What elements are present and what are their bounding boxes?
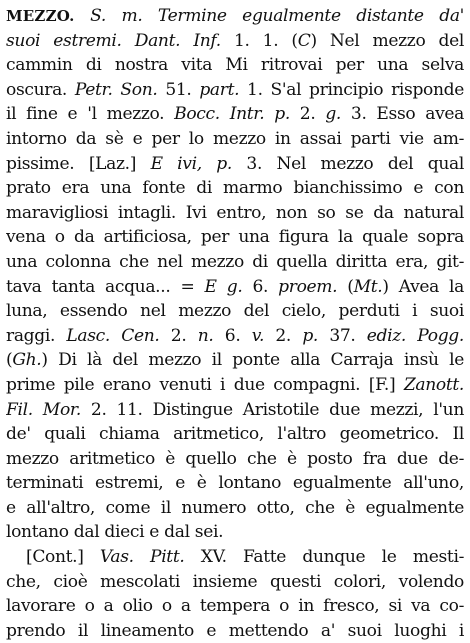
text-span: 1. 1. ( xyxy=(220,30,298,51)
italic-span: Zanott. xyxy=(403,374,464,395)
text-span: 2. xyxy=(159,325,198,346)
text-span: oscura. xyxy=(6,79,75,100)
text-span: 6. xyxy=(213,325,252,346)
dictionary-entry-mezzo xyxy=(6,4,464,643)
italic-span: n. xyxy=(197,325,214,346)
text-span: pissime. [Laz.] xyxy=(6,153,151,174)
italic-span: Gh. xyxy=(12,350,42,371)
text-span: mezzo aritmetico è quello che è posto fra due de- xyxy=(6,448,464,469)
italic-span: proem. xyxy=(278,276,338,297)
text-line xyxy=(6,619,464,643)
text-line xyxy=(6,471,464,496)
italic-span: C xyxy=(297,30,311,51)
text-span: tava tanta acqua... = xyxy=(6,276,205,297)
text-span: [Cont.] xyxy=(26,547,100,568)
text-line xyxy=(6,594,464,619)
text-line xyxy=(6,29,464,54)
text-span: lavorare o a olio o a tempera o in fresco, si va co- xyxy=(6,596,464,617)
italic-span: part. xyxy=(199,79,240,100)
text-span: 3. Nel mezzo del qual xyxy=(231,153,464,174)
italic-span: g. xyxy=(325,104,342,125)
text-span: raggi. xyxy=(6,325,67,346)
headword: MEZZO. xyxy=(6,7,75,25)
italic-span: ediz. Pogg. xyxy=(366,325,464,346)
text-span: ) Avea la xyxy=(382,276,464,297)
text-line xyxy=(6,496,464,521)
text-line xyxy=(6,4,464,29)
text-span: una colonna che nel mezzo di quella diritta era, git- xyxy=(6,251,464,272)
text-span: ) Di là del mezzo il ponte alla Carraja insù le xyxy=(41,350,464,371)
text-span xyxy=(75,6,91,26)
text-span: ( xyxy=(337,276,354,297)
text-line xyxy=(6,570,464,595)
text-line xyxy=(6,250,464,275)
text-span: vena o da artificiosa, per una figura la quale sopra xyxy=(6,227,464,248)
italic-span: v. xyxy=(251,325,265,346)
text-line xyxy=(6,152,464,177)
italic-span: p. xyxy=(302,325,319,346)
text-span: de' quali chiama aritmetico, l'altro geometrico. Il xyxy=(6,424,464,445)
italic-span: suoi estremi. Dant. Inf. xyxy=(6,30,221,51)
text-line xyxy=(6,447,464,472)
text-span: 37. xyxy=(318,325,367,346)
text-line xyxy=(6,324,464,349)
text-span: prato era una fonte di marmo bianchissimo e con xyxy=(6,178,464,199)
text-line xyxy=(6,176,464,201)
text-span: 1. S'al principio risponde xyxy=(239,79,464,100)
italic-span: Lasc. Cen. xyxy=(66,325,160,346)
text-line xyxy=(6,78,464,103)
text-line xyxy=(6,373,464,398)
italic-span: Vas. Pitt. xyxy=(99,547,185,568)
text-span: 2. 11. Distingue Aristotile due mezzi, l'un xyxy=(80,399,464,420)
text-span: e all'altro, come il numero otto, che è egualmente xyxy=(6,497,464,518)
italic-span: E ivi, p. xyxy=(150,153,232,174)
text-span: lontano dal dieci e dal sei. xyxy=(6,522,224,543)
text-span: 51. xyxy=(157,79,200,100)
text-span: XV. Fatte dunque le mesti- xyxy=(184,547,464,568)
text-span: prendo il lineamento e mettendo a' suoi luoghi i xyxy=(6,620,464,641)
text-line xyxy=(6,102,464,127)
italic-span: E g. xyxy=(204,276,243,297)
text-span: maravigliosi intagli. Ivi entro, non so se da natural xyxy=(6,202,464,223)
italic-span: Fil. Mor. xyxy=(6,399,81,420)
text-span: luna, essendo nel mezzo del cielo, perduti i suoi xyxy=(6,301,464,322)
italic-span: Bocc. Intr. p. xyxy=(174,104,290,125)
text-span: ( xyxy=(6,350,13,371)
text-line xyxy=(6,348,464,373)
text-line xyxy=(6,520,464,545)
text-span: ) Nel mezzo del xyxy=(310,30,464,51)
text-line xyxy=(6,275,464,300)
text-line xyxy=(6,545,464,570)
text-line xyxy=(6,201,464,226)
text-span: 2. xyxy=(264,325,303,346)
italic-span: Mt. xyxy=(353,276,383,297)
text-line xyxy=(6,398,464,423)
text-span: 3. Esso avea xyxy=(341,104,464,125)
text-span: 2. xyxy=(289,104,326,125)
text-line xyxy=(6,422,464,447)
text-line xyxy=(6,299,464,324)
text-span: che, cioè mescolati insieme questi colori, volendo xyxy=(6,571,464,592)
italic-span: Petr. Son. xyxy=(74,79,158,100)
text-span: 6. xyxy=(242,276,279,297)
text-line xyxy=(6,53,464,78)
text-span: cammin di nostra vita Mi ritrovai per una selva xyxy=(6,55,464,76)
text-span: prime pile erano venuti i due compagni. [F.] xyxy=(6,374,404,395)
text-line xyxy=(6,225,464,250)
text-span: terminati estremi, e è lontano egualmente all'uno, xyxy=(6,473,464,494)
text-span: il fine e 'l mezzo. xyxy=(6,104,175,125)
text-span: intorno da sè e per lo mezzo in assai parti vie am- xyxy=(6,128,464,149)
italic-span: S. m. Termine egualmente distante da' xyxy=(90,6,464,26)
text-line xyxy=(6,127,464,152)
